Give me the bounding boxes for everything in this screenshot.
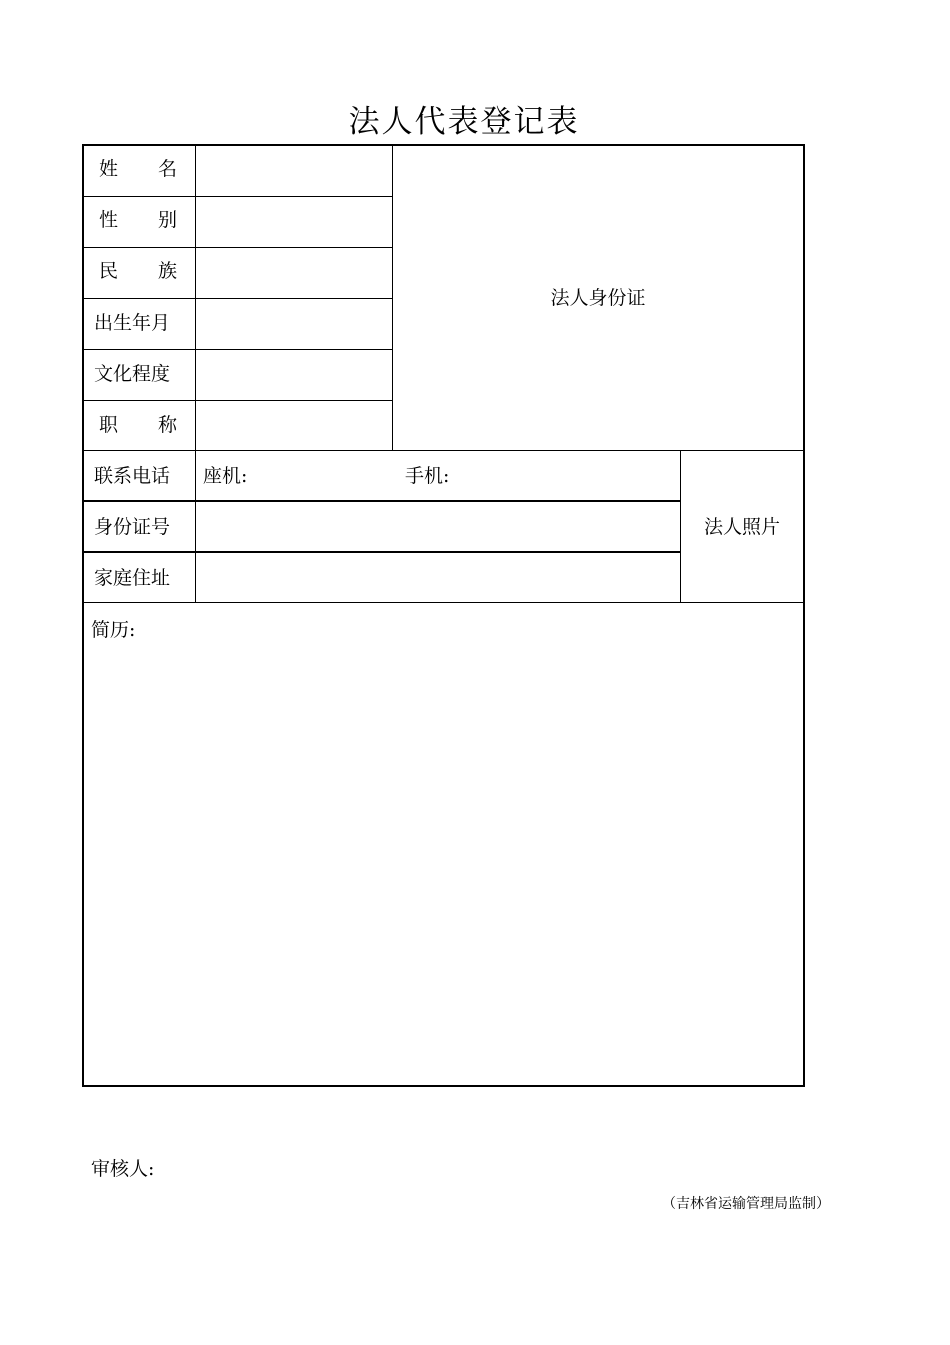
resume-label: 简历: bbox=[91, 619, 136, 641]
landline-field[interactable] bbox=[255, 451, 395, 500]
ethnicity-field[interactable] bbox=[196, 248, 392, 298]
photo-area[interactable] bbox=[681, 451, 803, 602]
id-card-label: 法人身份证 bbox=[550, 287, 646, 309]
auditor-label: 审核人: bbox=[91, 1158, 155, 1180]
phone-label: 联系电话 bbox=[94, 465, 171, 487]
table-border-bottom bbox=[82, 1085, 805, 1087]
education-field[interactable] bbox=[196, 350, 392, 400]
name-label: 姓 名 bbox=[99, 158, 177, 180]
resume-field[interactable] bbox=[84, 603, 803, 1085]
id-number-label: 身份证号 bbox=[94, 516, 171, 538]
address-field[interactable] bbox=[196, 553, 680, 602]
ethnicity-label: 民 族 bbox=[99, 260, 177, 282]
job-title-label: 职 称 bbox=[99, 414, 177, 436]
address-label: 家庭住址 bbox=[94, 567, 171, 589]
id-card-area[interactable] bbox=[393, 146, 803, 450]
education-label: 文化程度 bbox=[94, 363, 171, 385]
mobile-field[interactable] bbox=[458, 451, 680, 500]
mobile-label: 手机: bbox=[405, 465, 450, 487]
photo-label: 法人照片 bbox=[703, 515, 780, 538]
birth-field[interactable] bbox=[196, 299, 392, 349]
form-title: 法人代表登记表 bbox=[348, 104, 580, 140]
job-title-field[interactable] bbox=[196, 401, 392, 450]
gender-field[interactable] bbox=[196, 197, 392, 247]
table-border-right bbox=[803, 144, 805, 1087]
landline-label: 座机: bbox=[203, 465, 248, 487]
id-number-field[interactable] bbox=[196, 502, 680, 551]
name-field[interactable] bbox=[196, 146, 392, 196]
supervisor-note: （吉林省运输管理局监制） bbox=[662, 1196, 830, 1212]
gender-label: 性 别 bbox=[99, 209, 177, 231]
birth-label: 出生年月 bbox=[94, 312, 171, 334]
